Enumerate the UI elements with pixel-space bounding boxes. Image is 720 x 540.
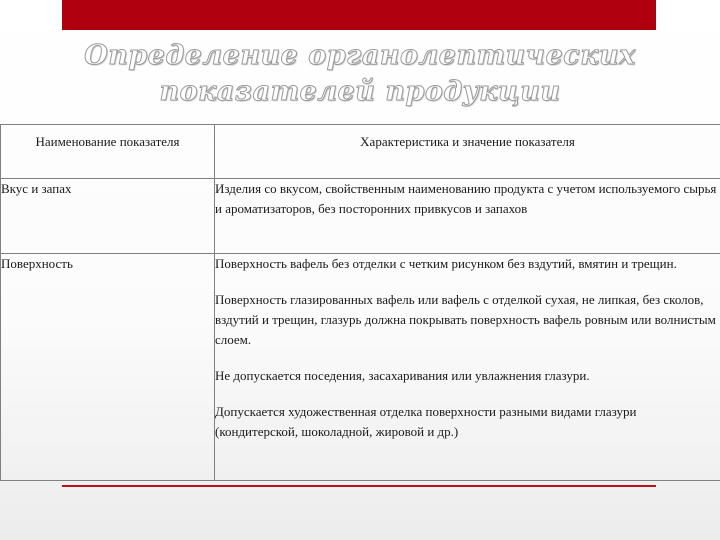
table-row (1, 254, 720, 481)
title-line-1: Определение органолептических (84, 40, 636, 71)
row-name-surface: Поверхность (1, 254, 215, 481)
bottom-accent-line (62, 485, 656, 487)
value-paragraph: Поверхность вафель без отделки с четким рисунком без вздутий, вмятин и трещин. (215, 256, 677, 271)
row-value-surface (215, 254, 720, 481)
value-paragraph: Допускается художественная отделка поверхности разными видами глазури (кондитерской, шоколадной, жировой и др.) (215, 404, 637, 439)
title-line-2: показателей продукции (159, 76, 561, 107)
value-paragraph: Поверхность глазированных вафель или вафель с отделкой сухая, не липкая, без сколов, вздутий и трещин, глазурь должна покрывать поверхность вафель ровным или волнистым слоем. (215, 292, 716, 347)
row-value-taste (215, 179, 720, 254)
indicators-table (0, 124, 720, 481)
row-name-taste: Вкус и запах (1, 179, 215, 254)
value-paragraph: Изделия со вкусом, свойственным наименованию продукта с учетом используемого сырья и ароматизаторов, без посторонних привкусов и запахов (215, 181, 717, 216)
slide-title (60, 38, 660, 110)
top-accent-bar (62, 0, 656, 30)
table-header-row (1, 125, 720, 179)
value-paragraph: Не допускается поседения, засахаривания или увлажнения глазури. (215, 368, 590, 383)
header-indicator-value: Характеристика и значение показателя (215, 125, 720, 179)
header-indicator-name: Наименование показателя (1, 125, 215, 179)
table-row (1, 179, 720, 254)
